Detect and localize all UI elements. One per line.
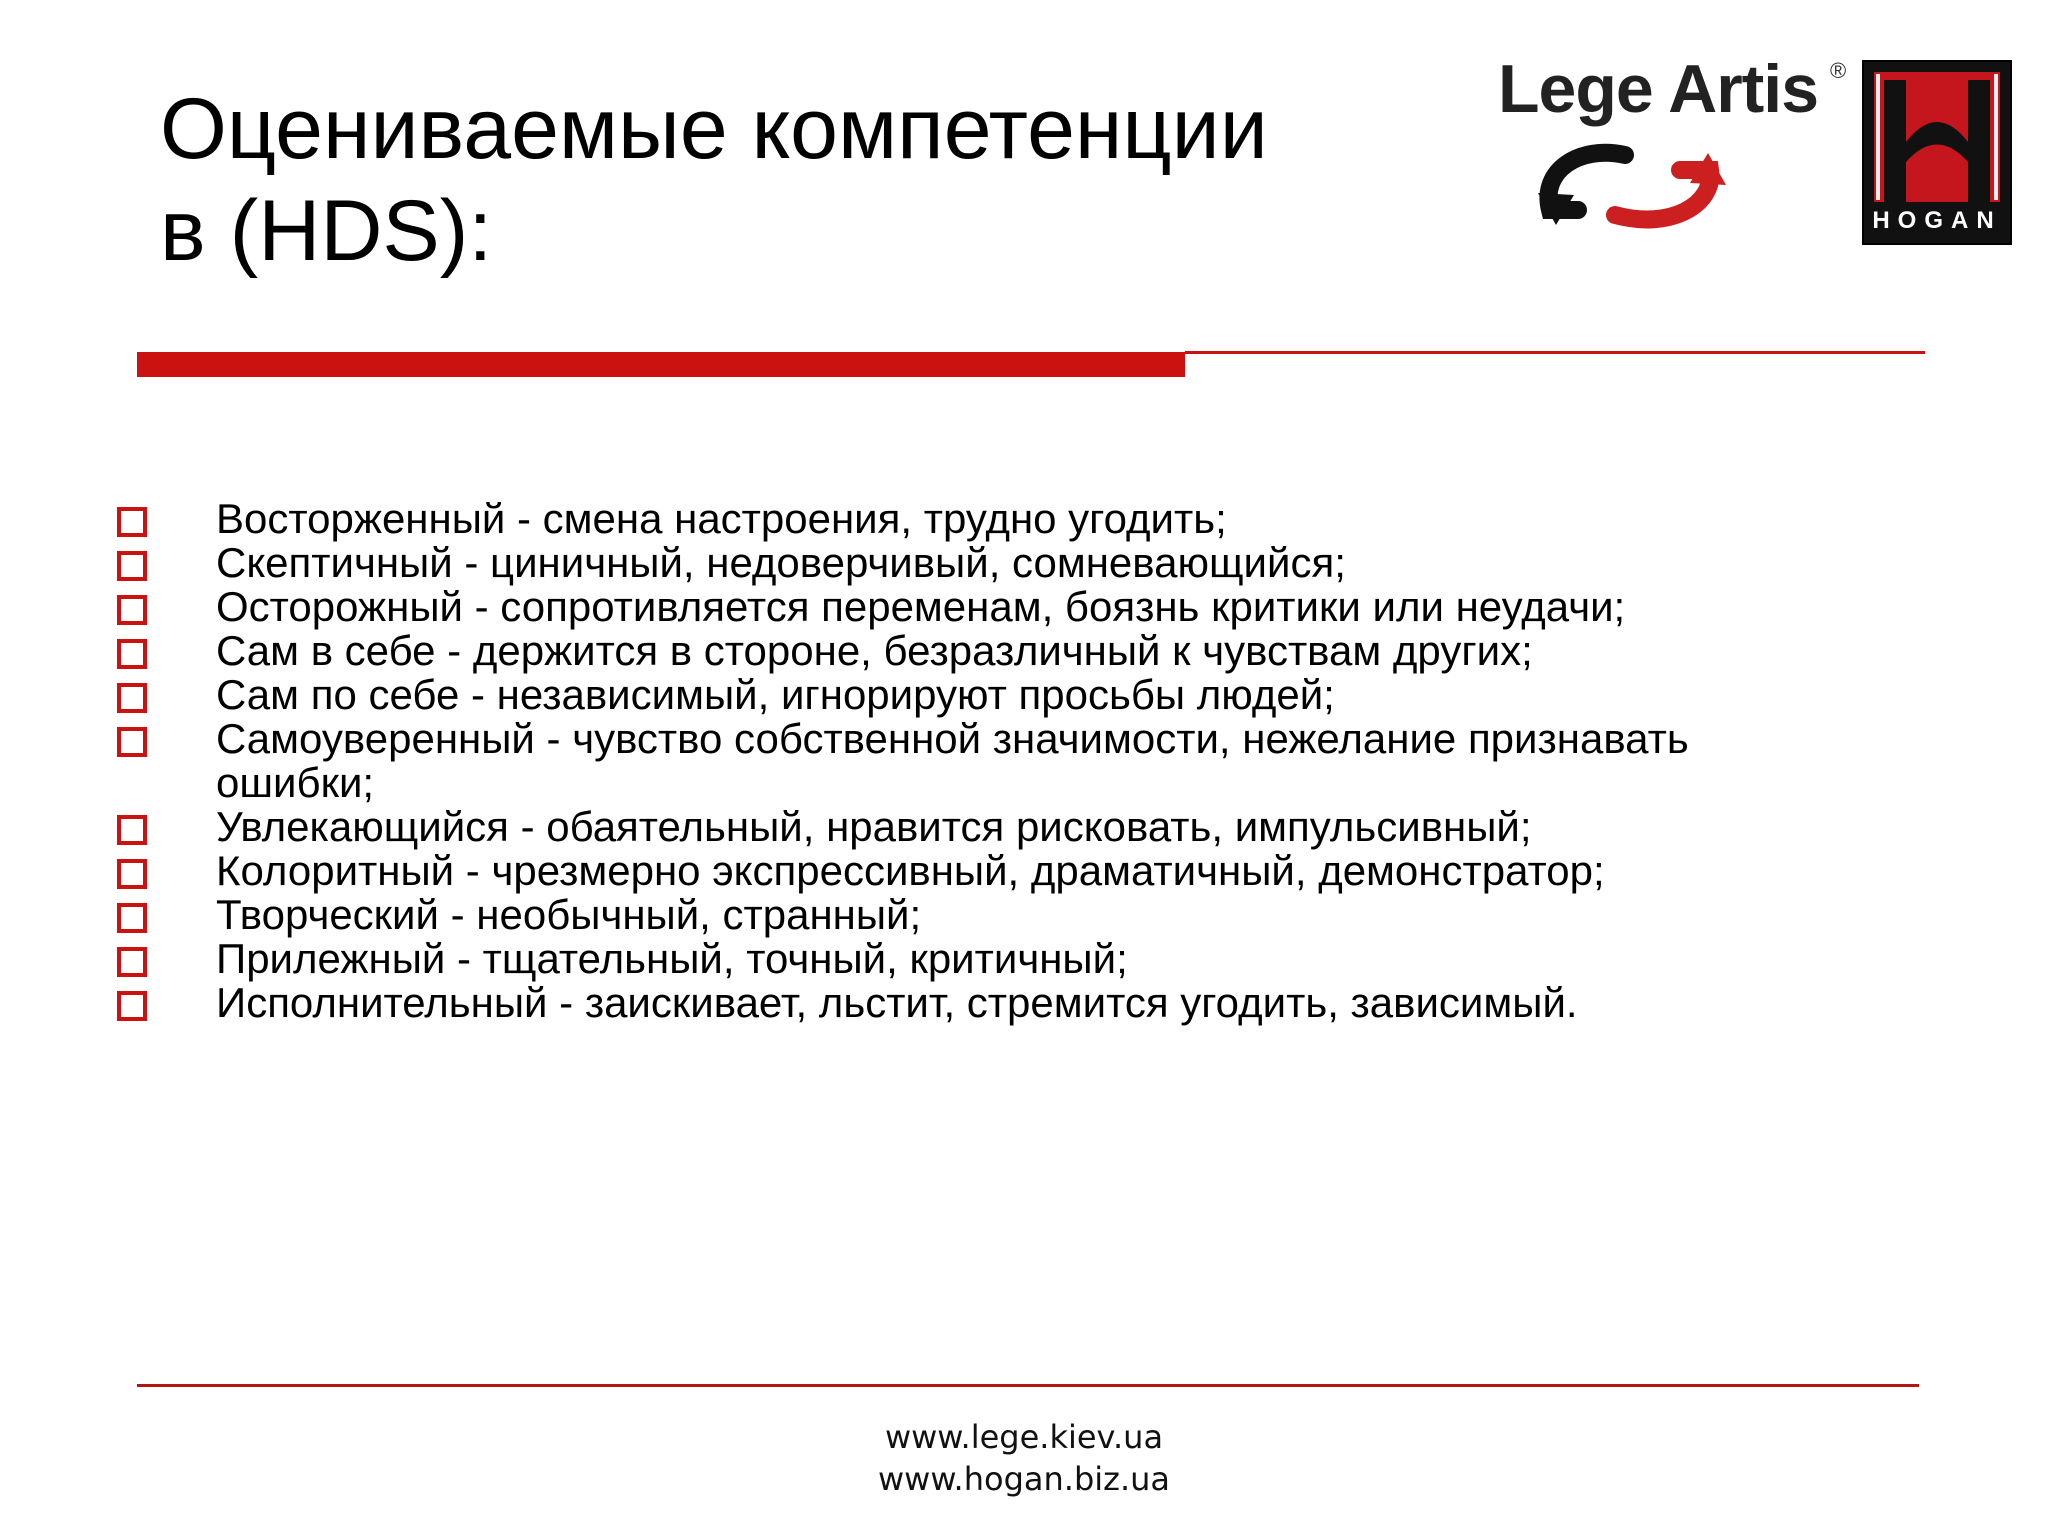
hogan-wordmark: HOGAN xyxy=(1872,207,2002,234)
list-item-text: Сам по себе - независимый, игнорируют просьбы людей; xyxy=(216,671,1335,718)
footer-divider xyxy=(137,1384,1919,1387)
list-item xyxy=(0,981,1836,1025)
slide-title-line-2: в (HDS): xyxy=(160,183,493,279)
checkbox-bullet-icon xyxy=(117,727,147,757)
footer-link-lege[interactable]: www.lege.kiev.ua xyxy=(884,1418,1164,1456)
list-item xyxy=(0,937,1836,981)
checkbox-bullet-icon xyxy=(117,903,147,933)
list-item xyxy=(0,541,1836,585)
checkbox-bullet-icon xyxy=(117,507,147,537)
hogan-logo xyxy=(1862,60,2012,245)
list-item xyxy=(0,893,1836,937)
registered-mark: ® xyxy=(1830,58,1847,83)
checkbox-bullet-icon xyxy=(117,595,147,625)
slide-title xyxy=(160,78,1360,282)
hogan-emblem-icon xyxy=(1874,72,2000,202)
list-item xyxy=(0,673,1836,717)
checkbox-bullet-icon xyxy=(117,991,147,1021)
footer-link-hogan[interactable]: www.hogan.biz.ua xyxy=(877,1460,1171,1498)
slide-title-line-1: Оцениваемые компетенции xyxy=(160,81,1268,177)
list-item-text: Увлекающийся - обаятельный, нравится рисковать, импульсивный; xyxy=(216,803,1532,850)
list-item-text: Восторженный - смена настроения, трудно угодить; xyxy=(216,495,1227,542)
list-item xyxy=(0,717,1836,805)
checkbox-bullet-icon xyxy=(117,947,147,977)
footer xyxy=(0,1416,2048,1500)
checkbox-bullet-icon xyxy=(117,859,147,889)
list-item-text: Самоуверенный - чувство собственной значимости, нежелание признавать ошибки; xyxy=(216,715,1689,806)
lege-artis-logo xyxy=(1490,50,1860,240)
title-divider-thin xyxy=(1185,351,1925,354)
title-divider-thick xyxy=(137,352,1185,377)
list-item-text: Творческий - необычный, странный; xyxy=(216,891,922,938)
checkbox-bullet-icon xyxy=(117,815,147,845)
list-item-text: Колоритный - чрезмерно экспрессивный, драматичный, демонстратор; xyxy=(216,847,1605,894)
lege-artis-arrows-icon xyxy=(1530,135,1760,235)
list-item-text: Осторожный - сопротивляется переменам, боязнь критики или неудачи; xyxy=(216,583,1626,630)
list-item-text: Сам в себе - держится в стороне, безразличный к чувствам других; xyxy=(216,627,1533,674)
list-item-text: Скептичный - циничный, недоверчивый, сомневающийся; xyxy=(216,539,1346,586)
checkbox-bullet-icon xyxy=(117,639,147,669)
lege-artis-wordmark: Lege Artis xyxy=(1498,51,1819,127)
competency-list xyxy=(0,497,1900,1025)
checkbox-bullet-icon xyxy=(117,551,147,581)
list-item xyxy=(0,805,1836,849)
list-item-text: Прилежный - тщательный, точный, критичный; xyxy=(216,935,1128,982)
checkbox-bullet-icon xyxy=(117,683,147,713)
list-item xyxy=(0,585,1836,629)
list-item xyxy=(0,849,1836,893)
list-item xyxy=(0,497,1836,541)
list-item xyxy=(0,629,1836,673)
list-item-text: Исполнительный - заискивает, льстит, стремится угодить, зависимый. xyxy=(216,979,1578,1026)
